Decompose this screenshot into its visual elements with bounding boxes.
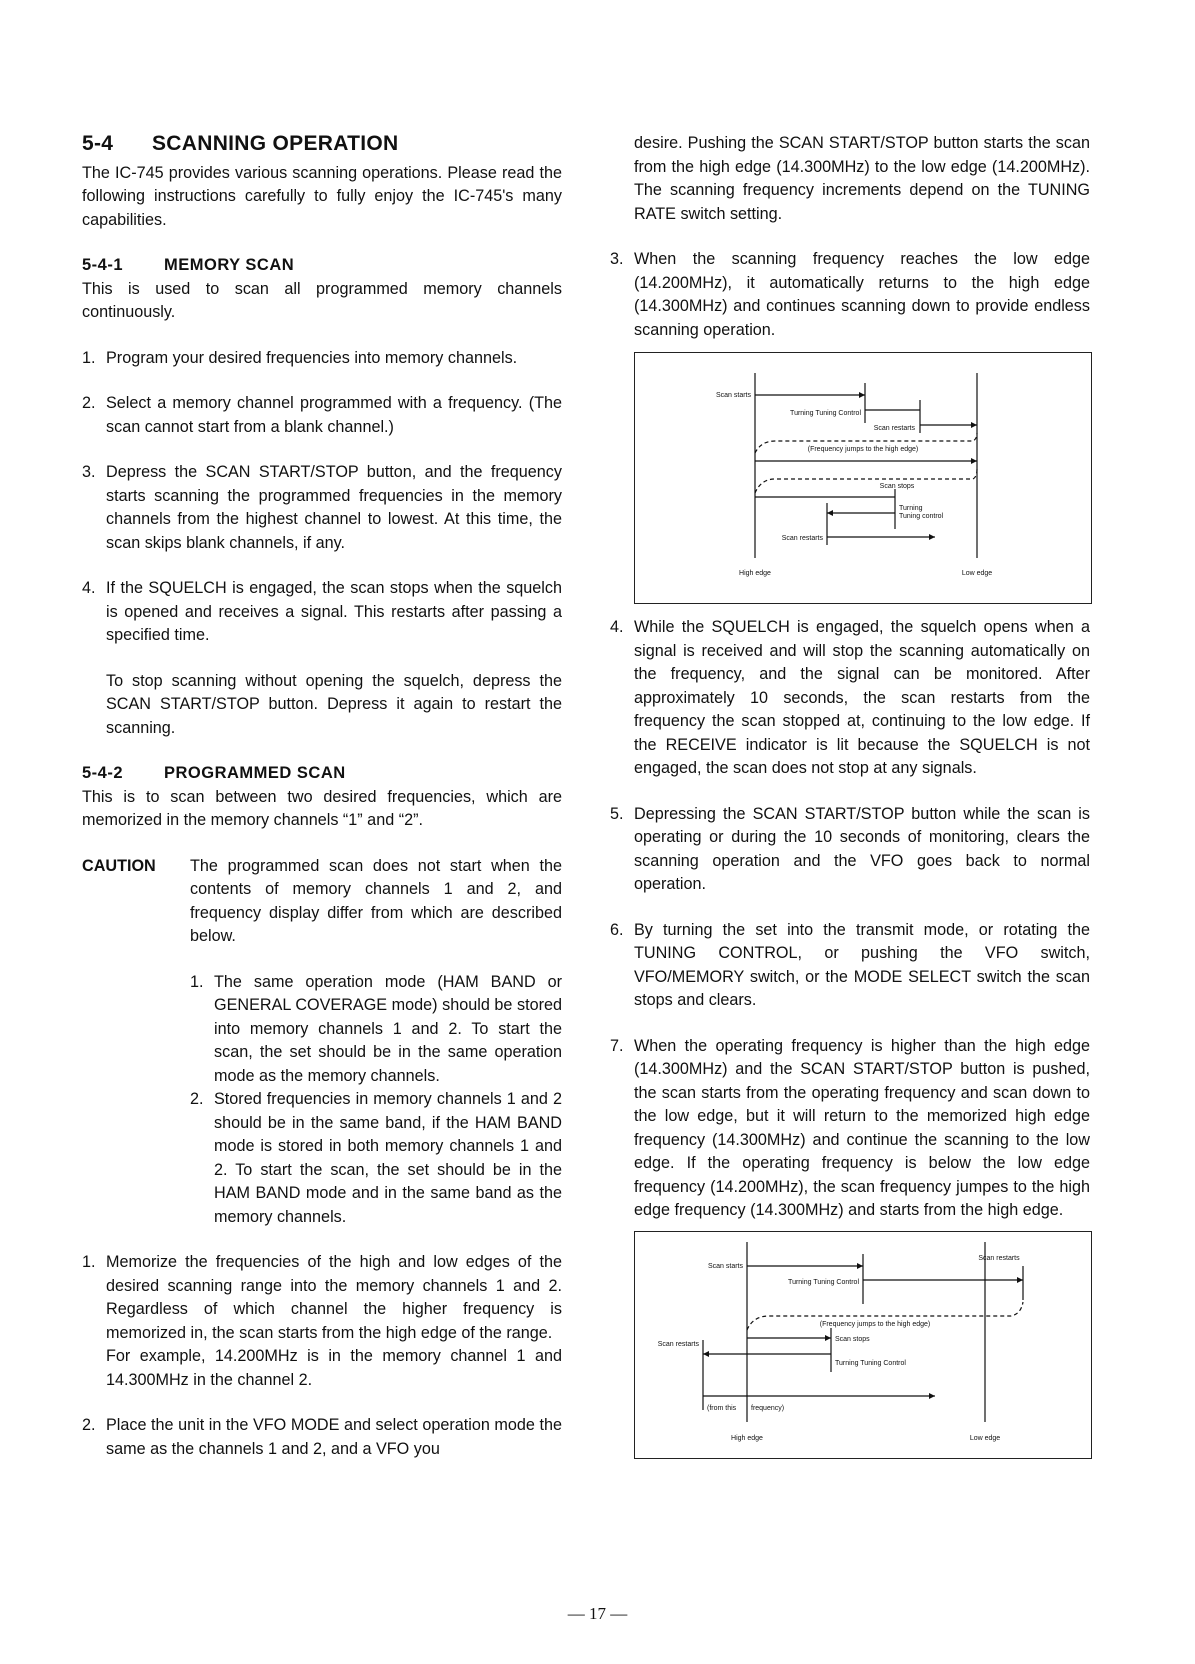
step-text: While the SQUELCH is engaged, the squelch opens when a signal is received and will stop the scanning automatically on the frequency, and the signal can be monitored. After approximately 10 seconds, the scan restarts from the frequency the scan stopped at, continuing to the low edge. If the RECEIVE indicator is lit because the SQUELCH is not engaged, the scan does not stop at any signals. bbox=[634, 618, 1090, 777]
label-from-this: (from this bbox=[707, 1404, 737, 1412]
arrowhead bbox=[825, 1335, 831, 1341]
jump-curve-2 bbox=[755, 469, 977, 493]
scan-diagram-1 bbox=[634, 352, 1092, 604]
label-turning-2: Turning bbox=[899, 505, 923, 512]
list-item bbox=[82, 1414, 562, 1461]
caution-item bbox=[190, 1088, 562, 1229]
arrowhead bbox=[703, 1351, 709, 1357]
section-intro: The IC-745 provides various scanning operations. Please read the following instructions carefully to fully enjoy the IC-745's many capabilities. bbox=[82, 163, 562, 229]
label-turning: Turning Tuning Control bbox=[790, 410, 861, 417]
label-turning: Turning Tuning Control bbox=[788, 1278, 859, 1286]
arrowhead bbox=[1017, 1277, 1023, 1283]
label-tuning-control: Tuning control bbox=[899, 513, 944, 520]
step-number: 3. bbox=[82, 463, 96, 481]
arrowhead bbox=[929, 534, 935, 540]
caution-text: The programmed scan does not start when the contents of memory channels 1 and 2, and frequency display differ from which are described below. bbox=[190, 856, 562, 945]
right-steps bbox=[610, 616, 1090, 1223]
step-text: Depressing the SCAN START/STOP button while the scan is operating or during the 10 seconds of monitoring, clears the scanning operation and the VFO goes back to normal operation. bbox=[634, 804, 1090, 893]
programmed-scan-heading bbox=[82, 762, 562, 786]
list-item bbox=[82, 347, 562, 371]
step-number: 2. bbox=[82, 1416, 96, 1434]
label-jumps: (Frequency jumps to the high edge) bbox=[819, 1320, 931, 1328]
page-number: — 17 — bbox=[567, 1604, 628, 1623]
programmed-scan-intro: This is to scan between two desired frequencies, which are memorized in the memory channels “1” and “2”. bbox=[82, 787, 562, 829]
list-item bbox=[610, 1035, 1090, 1223]
label-jumps: (Frequency jumps to the high edge) bbox=[807, 446, 919, 453]
section-number: 5-4 bbox=[82, 132, 114, 155]
list-item bbox=[82, 577, 562, 648]
list-item bbox=[82, 1251, 562, 1392]
memory-scan-note: To stop scanning without opening the squelch, depress the SCAN START/STOP button. Depress it again to restart the scanning. bbox=[106, 671, 562, 737]
right-column bbox=[610, 132, 1090, 1471]
arrowhead bbox=[971, 422, 977, 428]
caution-item-number: 2. bbox=[190, 1090, 204, 1108]
step-text: Memorize the frequencies of the high and low edges of the desired scanning range into the memory channels 1 and 2. Regardless of which channel the higher frequency is memorized in, the scan starts from the high edge of the range. bbox=[106, 1253, 562, 1342]
scan-diagram-2 bbox=[634, 1231, 1092, 1459]
label-high-edge: High edge bbox=[739, 570, 771, 577]
list-item bbox=[610, 616, 1090, 781]
label-scan-restarts-top: Scan restarts bbox=[978, 1254, 1020, 1262]
scan-diagram-2-svg bbox=[635, 1232, 1091, 1458]
step-text: Select a memory channel programmed with a frequency. (The scan cannot start from a blank channel.) bbox=[106, 394, 562, 436]
caution-block bbox=[82, 855, 562, 1230]
list-item bbox=[610, 919, 1090, 1013]
memory-scan-heading bbox=[82, 254, 562, 278]
section-title: SCANNING OPERATION bbox=[152, 132, 399, 155]
label-scan-starts: Scan starts bbox=[707, 1262, 743, 1270]
list-item bbox=[82, 461, 562, 555]
memory-scan-number: 5-4-1 bbox=[82, 256, 124, 274]
caution-item-number: 1. bbox=[190, 972, 204, 991]
label-scan-restarts-2: Scan restarts bbox=[781, 535, 823, 542]
arrowhead bbox=[857, 1263, 863, 1269]
label-low-edge: Low edge bbox=[961, 570, 993, 577]
step-number: 1. bbox=[82, 348, 96, 367]
label-scan-stops: Scan stops bbox=[879, 483, 915, 490]
step-text: If the SQUELCH is engaged, the scan stops when the squelch is opened and receives a signal. This restarts after passing a specified time. bbox=[106, 579, 562, 644]
label-scan-restarts: Scan restarts bbox=[657, 1340, 699, 1348]
left-column bbox=[82, 132, 562, 1461]
arrowhead bbox=[971, 458, 977, 464]
step-number: 3. bbox=[610, 250, 624, 268]
step-text: Place the unit in the VFO MODE and select operation mode the same as the channels 1 and 2, and a VFO you bbox=[106, 1416, 562, 1458]
step-number: 2. bbox=[82, 394, 96, 412]
step-number: 5. bbox=[610, 804, 624, 823]
programmed-scan-title: PROGRAMMED SCAN bbox=[164, 764, 346, 782]
step-number: 4. bbox=[610, 618, 624, 636]
step-text: Program your desired frequencies into memory channels. bbox=[106, 348, 518, 367]
memory-scan-steps bbox=[82, 347, 562, 648]
step-text: By turning the set into the transmit mode, or rotating the TUNING CONTROL, or pushing the VFO switch, VFO/MEMORY switch, or the MODE SELECT switch the scan stops and clears. bbox=[634, 920, 1090, 1009]
scan-diagram-1-svg bbox=[635, 353, 1091, 603]
label-low-edge: Low edge bbox=[969, 1434, 1001, 1442]
caution-item bbox=[190, 971, 562, 1089]
label-turning-2: Turning Tuning Control bbox=[835, 1359, 906, 1367]
label-high-edge: High edge bbox=[731, 1434, 763, 1442]
label-scan-restarts: Scan restarts bbox=[873, 425, 915, 432]
arrowhead bbox=[827, 510, 833, 516]
programmed-scan-number: 5-4-2 bbox=[82, 764, 124, 782]
step-number: 6. bbox=[610, 920, 624, 939]
step-number: 1. bbox=[82, 1253, 96, 1271]
list-item bbox=[82, 392, 562, 439]
memory-scan-title: MEMORY SCAN bbox=[164, 256, 295, 274]
caution-label: CAUTION bbox=[82, 856, 156, 875]
step-number: 4. bbox=[82, 579, 96, 597]
continuation-text: desire. Pushing the SCAN START/STOP button starts the scan from the high edge (14.300MHz) to the low edge (14.200MHz). The scanning frequency increments depend on the TUNING RATE switch setting. bbox=[634, 134, 1090, 223]
label-frequency: frequency) bbox=[751, 1404, 785, 1412]
caution-item-text: Stored frequencies in memory channels 1 and 2 should be in the same band, if the HAM BAND mode is stored in both memory channels 1 and 2. To start the scan, the set should be in the HAM BAND mode and in the same band as the memory channels. bbox=[214, 1090, 562, 1226]
arrowhead bbox=[929, 1393, 935, 1399]
memory-scan-intro: This is used to scan all programmed memory channels continuously. bbox=[82, 279, 562, 321]
step-number: 7. bbox=[610, 1036, 624, 1055]
label-scan-stops: Scan stops bbox=[835, 1335, 870, 1343]
list-item bbox=[610, 803, 1090, 897]
programmed-scan-steps bbox=[82, 1251, 562, 1461]
step-example: For example, 14.200MHz is in the memory channel 1 and 14.300MHz in the channel 2. bbox=[106, 1347, 562, 1389]
step-text: Depress the SCAN START/STOP button, and the frequency starts scanning the programmed frequencies in the memory channels from the highest channel to lowest. At this time, the scan skips blank channels, if any. bbox=[106, 463, 562, 552]
caution-item-text: The same operation mode (HAM BAND or GENERAL COVERAGE mode) should be stored into memory channels 1 and 2. To start the scan, the set should be in the same operation mode as the memory channels. bbox=[214, 972, 562, 1085]
label-scan-starts: Scan starts bbox=[715, 392, 751, 399]
step-text: When the scanning frequency reaches the low edge (14.200MHz), it automatically returns to the high edge (14.300MHz) and continues scanning down to provide endless scanning operation. bbox=[634, 250, 1090, 339]
step-text: When the operating frequency is higher than the high edge (14.300MHz) and the SCAN START/STOP button is pushed, the scan starts from the operating frequency and scan down to the low edge, but it will return to the memorized high edge frequency (14.300MHz) and continue the scanning to the low edge. If the operating frequency is below the low edge frequency (14.200MHz), the scan frequency jumpes to the high edge frequency (14.300MHz) and starts from the high edge. bbox=[634, 1036, 1090, 1219]
arrowhead bbox=[859, 392, 865, 398]
list-item bbox=[610, 248, 1090, 342]
section-heading bbox=[82, 132, 562, 156]
